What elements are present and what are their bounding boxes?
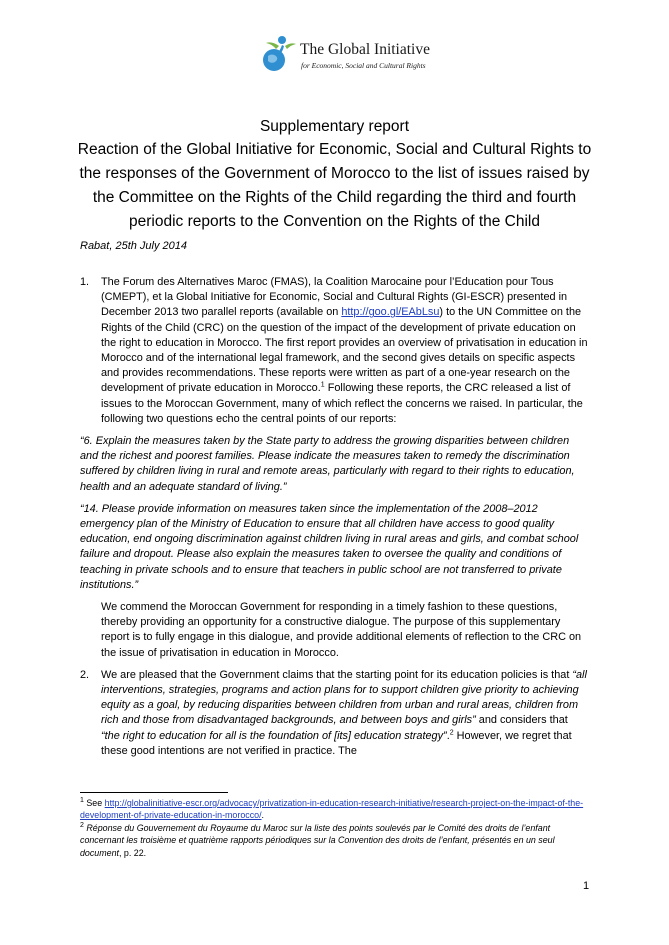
footnote-ref[interactable]: 1 (320, 381, 325, 389)
research-project-link[interactable]: http://globalinitiative-escr.org/advocacy/privatization-in-education-research-initiative/research-project-on-the-impact-of-the-development-of-private-education-in-morocco/ (80, 798, 584, 821)
footnote-2 (80, 822, 590, 859)
paragraph-text: ) to the UN Committee on the Rights of the Child (CRC) on the question of the impact of the development of private education on the right to education in Morocco. The first report provides an overview of privatisation in education in Morocco and of the international legal framework, and the second gives details on specific aspects and provides recommendations. These reports were written as part of a one-year research on the development of private education in Morocco. (101, 306, 588, 395)
government-quote: “all interventions, strategies, programs and action plans for to support children give priority to achieving equity as a goal, by reducing disparities between children from urban and rural areas, children from rich and those from disadvantaged backgrounds, and between boys and girls” (101, 668, 587, 727)
footnote-text: See (83, 798, 105, 808)
paragraph-text: The Forum des Alternatives Maroc (FMAS), la Coalition Marocaine pour l’Education pour Tous (CMEPT), et la Global Initiative for Economic, Social and Cultural Rights (GI-ESCR) presented in December 2013 two parallel reports (available on (101, 276, 568, 319)
government-quote: “the right to education for all is the foundation of [its] education strategy” (101, 729, 447, 742)
paragraph-2 (80, 668, 588, 759)
org-name: The Global Initiative (300, 41, 430, 58)
report-body (80, 275, 588, 766)
footnote-ref[interactable]: 2 (449, 729, 454, 737)
footnote-text: , p. 22. (118, 847, 147, 858)
report-title: Supplementary report (259, 118, 410, 135)
subtitle-line: the Committee on the Rights of the Child regarding the third and fourth (92, 189, 577, 206)
quote-question-6: “6. Explain the measures taken by the State party to address the growing disparities between children and the richest and poorest families. Please indicate the measures taken to remedy the discrimination suffered by children living in rural and remote areas, particularly with regard to their rights to education, health and an adequate standard of living.” (80, 435, 575, 493)
paragraph-text: . (446, 729, 450, 742)
footnotes (80, 797, 590, 859)
figure-with-globe-logo-icon (260, 34, 298, 78)
org-logo (260, 34, 430, 78)
paragraph-1 (80, 275, 588, 427)
org-subtitle: for Economic, Social and Cultural Rights (301, 61, 426, 70)
report-subtitle (60, 138, 609, 234)
footnote-separator (80, 792, 228, 793)
paragraph-text: Following these reports, the CRC released a list of issues to the Moroccan Government, many of which reflect the concerns we raised. In particular, the following two questions echo the central points of our reports: (101, 382, 583, 425)
quote-question-14: “14. Please provide information on measures taken since the implementation of the 2008–2012 emergency plan of the Ministry of Education to ensure that all children have access to good quality education, end ongoing discrimination against children living in rural areas and girls, and combat school failure and dropout. Please also explain the measures taken to oversee the quality and conditions of teaching in private schools and to ensure that teachers in public school are not transferred to private institutions.” (80, 502, 579, 591)
paragraph-number: 2. (80, 668, 90, 681)
paragraph-text: However, we regret that these good intentions are not verified in practice. The (101, 729, 572, 757)
paragraph-text: and considers that (475, 714, 568, 727)
page-number: 1 (583, 880, 590, 892)
footnote-text: . (261, 810, 264, 821)
footnote-number: 1 (80, 797, 84, 805)
footnote-1 (80, 797, 590, 822)
paragraph-number: 1. (80, 276, 90, 288)
footnote-number: 2 (80, 821, 84, 829)
title-block (60, 116, 609, 234)
commend-paragraph: We commend the Moroccan Government for responding in a timely fashion to these questions, thereby providing an opportunity for a constructive dialogue. The purpose of this supplementary report is to fully engage in this dialogue, and provide additional elements of reflection to the CRC on the issue of privatisation in education in Morocco. (101, 601, 582, 659)
dateline: Rabat, 25th July 2014 (80, 240, 188, 252)
subtitle-line: Reaction of the Global Initiative for Economic, Social and Cultural Rights to (77, 141, 592, 158)
footnote-text: Réponse du Gouvernement du Royaume du Maroc sur la liste des points soulevés par le Comité des droits de l’enfant concernant les troisième et quatrième rapports périodiques sur la Convention des droits de l’enfant, présentés en un seul document (80, 822, 555, 858)
subtitle-line: periodic reports to the Convention on the Rights of the Child (129, 213, 540, 230)
paragraph-text: We are pleased that the Government claims that the starting point for its education policies is that (101, 668, 573, 681)
subtitle-line: the responses of the Government of Morocco to the list of issues raised by (79, 165, 590, 182)
reports-link[interactable]: http://goo.gl/EAbLsu (341, 306, 440, 319)
